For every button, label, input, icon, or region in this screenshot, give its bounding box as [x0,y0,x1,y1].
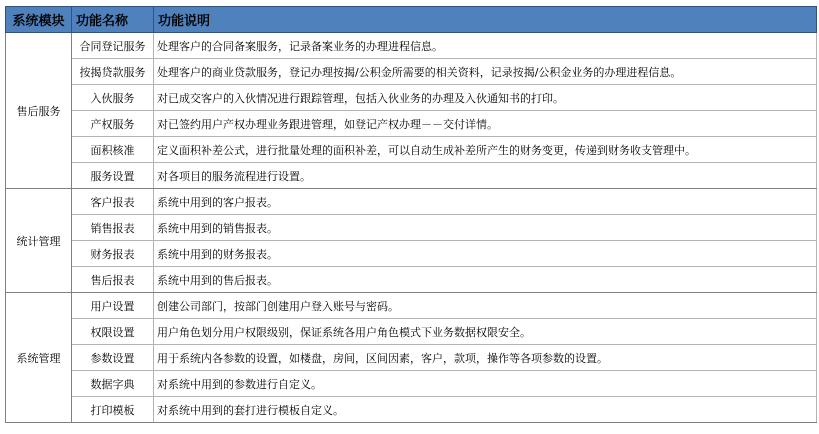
function-name-cell: 销售报表 [72,215,154,241]
function-name-cell: 数据字典 [72,371,154,397]
header-function-desc: 功能说明 [154,7,817,33]
function-name-cell: 用户设置 [72,293,154,319]
function-desc-cell: 处理客户的商业贷款服务，登记办理按揭/公积金所需要的相关资料，记录按揭/公积金业务的办理进程信息。 [154,59,817,85]
table-row [6,85,817,111]
table-row [6,111,817,137]
function-desc-cell: 系统中用到的客户报表。 [154,189,817,215]
table-row [6,215,817,241]
table-row [6,33,817,59]
function-desc-cell: 用于系统内各参数的设置，如楼盘，房间，区间因素，客户，款项，操作等各项参数的设置。 [154,345,817,371]
function-name-cell: 参数设置 [72,345,154,371]
header-module: 系统模块 [6,7,72,33]
table-row [6,293,817,319]
table-row [6,397,817,423]
function-desc-cell: 创建公司部门，按部门创建用户登入账号与密码。 [154,293,817,319]
function-name-cell: 面积核准 [72,137,154,163]
function-name-cell: 客户报表 [72,189,154,215]
table-header-row [6,7,817,33]
table-row [6,345,817,371]
table-body [6,33,817,423]
function-desc-cell: 对各项目的服务流程进行设置。 [154,163,817,189]
function-name-cell: 产权服务 [72,111,154,137]
table-row [6,137,817,163]
function-name-cell: 财务报表 [72,241,154,267]
function-name-cell: 售后报表 [72,267,154,293]
function-desc-cell: 系统中用到的财务报表。 [154,241,817,267]
function-table-container [5,6,816,423]
function-desc-cell: 对已成交客户的入伙情况进行跟踪管理，包括入伙业务的办理及入伙通知书的打印。 [154,85,817,111]
function-desc-cell: 系统中用到的销售报表。 [154,215,817,241]
function-name-cell: 打印模板 [72,397,154,423]
function-desc-cell: 对系统中用到的参数进行自定义。 [154,371,817,397]
table-row [6,241,817,267]
function-name-cell: 按揭贷款服务 [72,59,154,85]
function-name-cell: 服务设置 [72,163,154,189]
table-row [6,267,817,293]
function-desc-cell: 定义面积补差公式，进行批量处理的面积补差，可以自动生成补差所产生的财务变更，传递到财务收支管理中。 [154,137,817,163]
function-desc-cell: 处理客户的合同备案服务，记录备案业务的办理进程信息。 [154,33,817,59]
module-cell: 售后服务 [6,33,72,189]
function-desc-cell: 用户角色划分用户权限级别，保证系统各用户角色模式下业务数据权限安全。 [154,319,817,345]
function-desc-cell: 系统中用到的售后报表。 [154,267,817,293]
function-name-cell: 权限设置 [72,319,154,345]
function-name-cell: 合同登记服务 [72,33,154,59]
header-function-name: 功能名称 [72,7,154,33]
function-desc-cell: 对已签约用户产权办理业务跟进管理，如登记产权办理－－交付详情。 [154,111,817,137]
table-row [6,59,817,85]
function-name-cell: 入伙服务 [72,85,154,111]
module-cell: 统计管理 [6,189,72,293]
function-desc-cell: 对系统中用到的套打进行模板自定义。 [154,397,817,423]
table-row [6,319,817,345]
table-row [6,189,817,215]
module-cell: 系统管理 [6,293,72,423]
function-table [5,6,817,423]
table-row [6,371,817,397]
table-row [6,163,817,189]
